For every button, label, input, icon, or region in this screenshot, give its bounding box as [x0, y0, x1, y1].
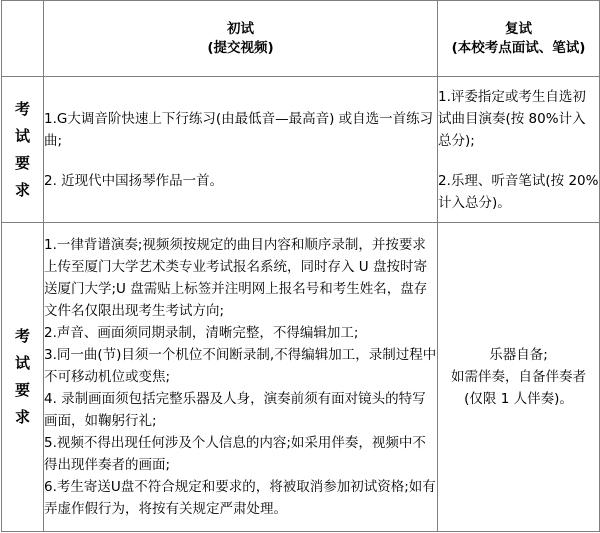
header-initial-title: 初试 — [227, 20, 254, 37]
initial-requirements — [44, 77, 438, 223]
requirement-item: 3.同一曲(节)目须一个机位不间断录制,不得编辑加工，录制过程中不可移动机位或变焦; — [44, 347, 437, 385]
retest-requirements — [438, 223, 600, 532]
requirement-item: 2. 近现代中国扬琴作品一首。 — [44, 172, 224, 189]
initial-requirements — [44, 223, 438, 532]
requirement-item: 4. 录制画面须包括完整乐器及人身，演奏前须有面对镜头的特写画面，如鞠躬行礼; — [44, 391, 426, 429]
header-retest — [438, 1, 600, 77]
requirement-item: 1.一律背谱演奏;视频须按规定的曲目内容和顺序录制，并按要求上传至厦门大学艺术类专业考试报名系统，同时存入 U 盘按时寄送厦门大学;U 盘需贴上标签并注明网上报名号和考生姓名，盘存文件名仅限出现考生考试方向; — [44, 237, 428, 319]
row-label: 考 试 要 求 — [2, 223, 44, 532]
requirement-item: 2.乐理、听音笔试(按 20%计入总分)。 — [438, 172, 599, 211]
header-initial-test — [44, 1, 438, 77]
requirement-item: 乐器自备; — [489, 347, 548, 363]
requirement-item: 如需伴奏，自备伴奏者 — [451, 369, 586, 385]
header-retest-subtitle: (本校考点面试、笔试) — [451, 39, 586, 56]
retest-requirements — [438, 77, 600, 223]
row-label: 考 试 要 求 — [2, 77, 44, 223]
table-row — [2, 77, 600, 223]
requirement-item: 5.视频不得出现任何涉及个人信息的内容;如采用伴奏，视频中不得出现伴奏者的画面; — [44, 435, 426, 473]
header-corner — [2, 1, 44, 77]
requirement-item: 2.声音、画面须同期录制，清晰完整，不得编辑加工; — [44, 325, 359, 341]
requirement-item: 1.评委指定或考生自选初试曲目演奏(按 80%计入总分); — [438, 88, 586, 149]
requirement-item: 6.考生寄送U盘不符合规定和要求的，将被取消参加初试资格;如有弄虚作假行为，将按有关规定严肃处理。 — [44, 479, 436, 517]
header-initial-subtitle: (提交视频) — [207, 39, 274, 56]
header-retest-title: 复试 — [505, 20, 532, 37]
requirement-item: 1.G大调音阶快速上下行练习(由最低音—最高音) 或自选一首练习曲; — [44, 110, 434, 149]
header-row — [2, 1, 600, 77]
table-row — [2, 223, 600, 532]
requirements-table — [1, 0, 600, 532]
requirement-item: (仅限 1 人伴奏)。 — [464, 391, 573, 407]
